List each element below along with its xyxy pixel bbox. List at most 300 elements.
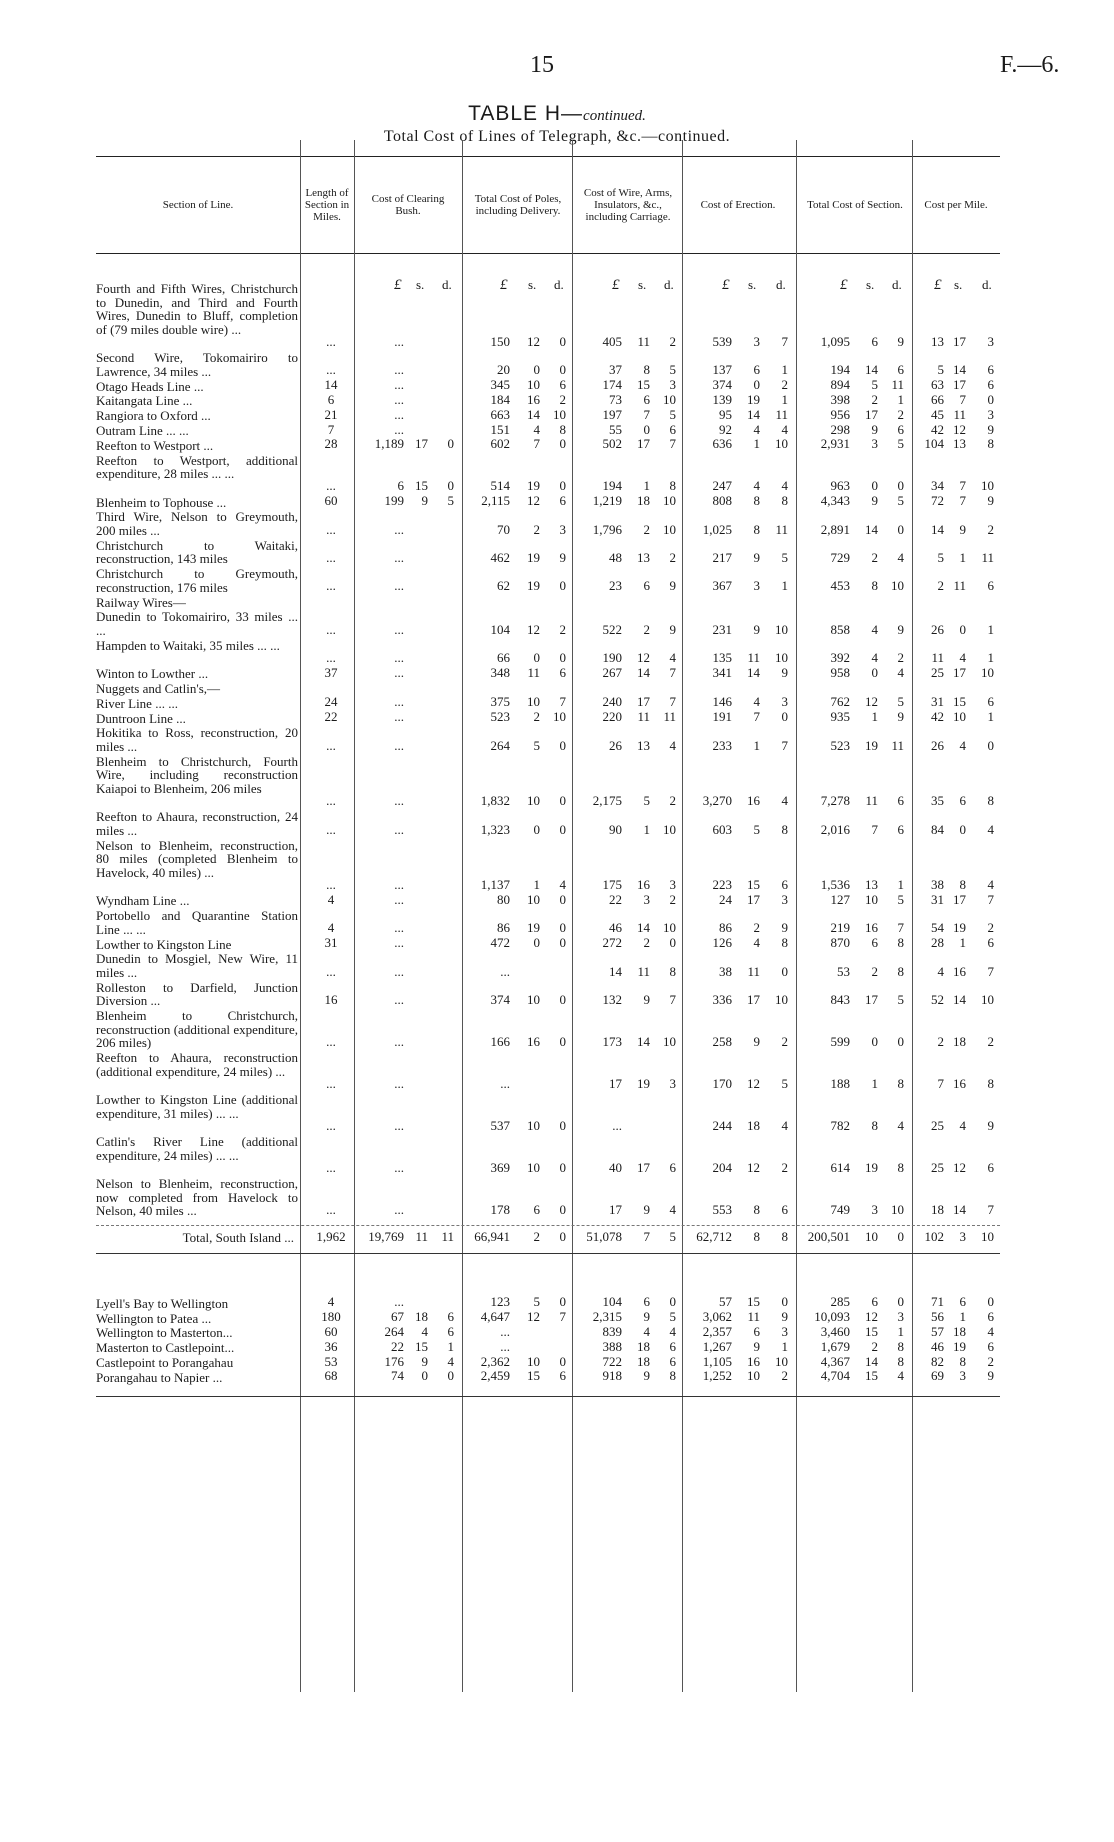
table-row <box>0 726 1114 753</box>
poles-pounds: 537 <box>490 1117 510 1133</box>
currency-pound-label: £ <box>722 277 730 293</box>
clearing-shillings: 9 <box>421 493 428 509</box>
total-shillings: 2 <box>871 549 878 565</box>
per-mile-pounds: 25 <box>931 1159 944 1175</box>
length-cell: 14 <box>324 377 338 393</box>
per-mile-shillings: 16 <box>953 1075 966 1091</box>
wire-pence: 10 <box>663 521 676 537</box>
poles-pence: 0 <box>559 991 566 1007</box>
table-row <box>0 610 1114 637</box>
erection-pounds: 1,025 <box>702 521 732 537</box>
poles-pounds: 150 <box>490 334 510 349</box>
total-shillings: 17 <box>865 406 878 422</box>
per-mile-shillings: 15 <box>953 694 966 710</box>
clearing-pence: 6 <box>447 1309 454 1325</box>
clearing-pounds: ... <box>394 821 404 837</box>
per-mile-pence: 2 <box>987 1033 994 1049</box>
per-mile-pence: 8 <box>987 793 994 809</box>
total-shillings: 4 <box>871 621 878 637</box>
wire-shillings: 7 <box>643 406 650 422</box>
erection-pounds: 92 <box>719 421 732 437</box>
length-cell: 21 <box>324 406 338 422</box>
wire-shillings: 9 <box>643 1368 650 1384</box>
length-cell: 60 <box>324 1323 338 1339</box>
wire-pence: 5 <box>669 1228 676 1244</box>
page-number: 15 <box>530 52 554 78</box>
total-pence: 11 <box>891 377 904 393</box>
per-mile-pence: 7 <box>987 1201 994 1217</box>
poles-pounds: 2,115 <box>481 493 510 509</box>
length-cell: ... <box>326 649 336 665</box>
total-pence: 2 <box>897 649 904 665</box>
section-name: Duntroon Line ... <box>96 710 186 726</box>
erection-pounds: 374 <box>712 377 732 393</box>
clearing-shillings: 11 <box>415 1228 428 1244</box>
total-pence: 10 <box>891 1201 904 1217</box>
section-name: Outram Line ... ... <box>96 423 189 438</box>
poles-pence: 7 <box>559 1309 566 1325</box>
wire-shillings: 3 <box>643 891 650 907</box>
currency-s-label: s. <box>866 277 875 292</box>
total-pence: 2 <box>897 406 904 422</box>
section-name: Christchurch to Greymouth, reconstruction, 176 miles <box>96 566 298 595</box>
wire-pence: 6 <box>669 1159 676 1175</box>
total-pence: 10 <box>891 578 904 594</box>
poles-shillings: 12 <box>527 334 540 349</box>
total-pounds: 894 <box>830 377 850 393</box>
per-mile-pounds: 28 <box>931 935 944 951</box>
per-mile-pence: 7 <box>987 963 994 979</box>
clearing-pounds: ... <box>394 377 404 393</box>
per-mile-pounds: 66 <box>931 391 944 407</box>
clearing-shillings: 18 <box>415 1309 428 1325</box>
poles-shillings: 19 <box>527 549 540 565</box>
wire-shillings: 6 <box>643 1294 650 1310</box>
wire-pounds: 220 <box>602 709 622 725</box>
currency-pound-label: £ <box>500 277 508 293</box>
per-mile-pence: 9 <box>987 493 994 509</box>
section-name: Christchurch to Waitaki, reconstruction, 143 miles <box>96 537 298 567</box>
total-shillings: 1 <box>871 709 878 725</box>
erection-pounds: 95 <box>719 406 732 422</box>
total-pence: 0 <box>897 1228 904 1244</box>
per-mile-pence: 0 <box>987 391 994 407</box>
wire-pounds: 2,175 <box>592 793 622 809</box>
clearing-pounds: ... <box>394 334 404 349</box>
per-mile-pounds: 18 <box>931 1201 944 1217</box>
currency-pound-label: £ <box>934 277 942 293</box>
table-row <box>0 755 1114 809</box>
per-mile-pence: 11 <box>981 549 994 565</box>
currency-d-label: d. <box>664 277 674 292</box>
section-name: Third Wire, Nelson to Greymouth, 200 miles ... <box>96 509 298 538</box>
per-mile-shillings: 17 <box>953 377 966 393</box>
currency-d-label: d. <box>892 277 902 292</box>
poles-shillings: 2 <box>533 521 540 537</box>
erection-shillings: 2 <box>753 920 760 936</box>
poles-shillings: 19 <box>527 920 540 936</box>
length-cell: 6 <box>327 391 335 407</box>
per-mile-pounds: 57 <box>931 1323 944 1339</box>
section-name: Dunedin to Mosgiel, New Wire, 11 miles ... <box>96 951 298 980</box>
per-mile-pounds: 26 <box>931 621 944 637</box>
section-name: Lyell's Bay to Wellington <box>96 1295 229 1311</box>
total-pounds: 956 <box>830 406 850 422</box>
total-shillings: 2 <box>871 391 878 407</box>
erection-shillings: 5 <box>753 821 760 837</box>
total-pence: 1 <box>897 391 904 407</box>
table-row <box>0 436 1114 453</box>
poles-pence: 8 <box>559 421 566 437</box>
length-cell: ... <box>326 737 336 753</box>
clearing-pounds: ... <box>394 694 404 710</box>
total-pence: 6 <box>897 362 904 378</box>
poles-pounds: 184 <box>490 391 510 407</box>
erection-pounds: 247 <box>712 478 732 494</box>
section-name: Second Wire, Tokomairiro to Lawrence, 34 miles ... <box>96 350 298 379</box>
erection-shillings: 3 <box>753 578 760 594</box>
wire-pence: 8 <box>669 963 676 979</box>
poles-shillings: 10 <box>527 991 540 1007</box>
wire-pounds: 26 <box>609 737 622 753</box>
erection-shillings: 8 <box>753 1201 760 1217</box>
section-name: Rangiora to Oxford ... <box>96 408 211 424</box>
poles-pounds: 1,832 <box>480 793 510 809</box>
total-shillings: 13 <box>865 877 878 893</box>
length-cell: ... <box>326 521 336 537</box>
total-pence: 6 <box>897 821 904 837</box>
total-pounds: 749 <box>830 1201 850 1217</box>
table-row <box>0 909 1114 936</box>
poles-pounds: 20 <box>497 362 510 378</box>
total-pounds: 10,093 <box>814 1309 850 1325</box>
clearing-pounds: 1,189 <box>374 436 404 452</box>
wire-pence: 0 <box>669 935 676 951</box>
poles-pounds: 374 <box>490 991 510 1007</box>
total-pounds: 4,704 <box>820 1368 850 1384</box>
poles-pounds: 166 <box>490 1033 510 1049</box>
per-mile-pence: 9 <box>987 421 994 437</box>
total-shillings: 12 <box>865 694 878 710</box>
wire-pence: 6 <box>669 421 676 437</box>
per-mile-pounds: 54 <box>931 920 944 936</box>
wire-pence: 2 <box>669 334 676 349</box>
wire-pence: 7 <box>669 694 676 710</box>
clearing-pounds: ... <box>394 891 404 907</box>
wire-pence: 4 <box>669 1323 676 1339</box>
erection-pence: 2 <box>781 1368 788 1384</box>
clearing-shillings: 15 <box>415 478 428 494</box>
table-row <box>0 510 1114 537</box>
per-mile-shillings: 4 <box>959 737 966 753</box>
poles-shillings: 16 <box>527 391 540 407</box>
erection-pounds: 146 <box>712 694 732 710</box>
wire-pounds: 388 <box>602 1338 622 1354</box>
poles-pounds: 151 <box>490 421 510 437</box>
per-mile-pounds: 34 <box>931 478 944 494</box>
erection-shillings: 10 <box>747 1368 760 1384</box>
per-mile-shillings: 1 <box>959 935 966 951</box>
wire-shillings: 11 <box>637 963 650 979</box>
per-mile-pence: 10 <box>981 991 994 1007</box>
poles-pence: 2 <box>559 391 566 407</box>
total-pounds: 1,095 <box>820 334 850 349</box>
table-row <box>0 1368 1114 1385</box>
wire-pounds: 22 <box>609 891 622 907</box>
wire-shillings: 14 <box>637 664 650 680</box>
erection-pence: 1 <box>781 362 788 378</box>
erection-pence: 10 <box>775 621 788 637</box>
table-row <box>0 981 1114 1008</box>
wire-pence: 6 <box>669 1353 676 1369</box>
length-cell: ... <box>326 1159 336 1175</box>
poles-pence: 0 <box>559 920 566 936</box>
length-cell: 53 <box>324 1353 338 1369</box>
total-pounds: 194 <box>830 362 850 378</box>
wire-shillings: 17 <box>637 436 650 452</box>
erection-pence: 9 <box>781 920 788 936</box>
total-pounds: 843 <box>830 991 850 1007</box>
poles-pounds: 66 <box>497 649 510 665</box>
per-mile-shillings: 7 <box>959 493 966 509</box>
wire-shillings: 4 <box>643 1323 650 1339</box>
erection-pounds: 217 <box>712 549 732 565</box>
erection-pence: 7 <box>781 737 788 753</box>
per-mile-shillings: 16 <box>953 963 966 979</box>
erection-pounds: 139 <box>712 391 732 407</box>
section-name: Dunedin to Tokomairiro, 33 miles ... ... <box>96 609 298 638</box>
clearing-pounds: 67 <box>391 1309 404 1325</box>
per-mile-pounds: 82 <box>931 1353 944 1369</box>
per-mile-pence: 10 <box>981 478 994 494</box>
currency-s-label: s. <box>638 277 647 292</box>
table-row <box>0 952 1114 979</box>
total-shillings: 7 <box>871 821 878 837</box>
poles-pence: 0 <box>559 436 566 452</box>
clearing-shillings: 17 <box>415 436 428 452</box>
total-shillings: 9 <box>871 421 878 437</box>
wire-pence: 4 <box>669 737 676 753</box>
currency-s-label: s. <box>528 277 537 292</box>
erection-shillings: 17 <box>747 991 760 1007</box>
section-name: River Line ... ... <box>96 695 178 711</box>
per-mile-pence: 9 <box>987 1117 994 1133</box>
wire-shillings: 2 <box>643 521 650 537</box>
poles-shillings: 10 <box>527 1353 540 1369</box>
total-shillings: 3 <box>871 1201 878 1217</box>
length-cell: ... <box>326 793 336 809</box>
total-pounds: 958 <box>830 664 850 680</box>
total-shillings: 1 <box>871 1075 878 1091</box>
total-pounds: 398 <box>830 391 850 407</box>
table-row <box>0 282 1114 350</box>
per-mile-shillings: 4 <box>959 649 966 665</box>
currency-s-label: s. <box>416 277 425 292</box>
per-mile-pence: 1 <box>987 709 994 725</box>
currency-pound-label: £ <box>840 277 848 293</box>
wire-pounds: 17 <box>609 1201 622 1217</box>
total-shillings: 19 <box>865 1159 878 1175</box>
per-mile-pounds: 25 <box>931 664 944 680</box>
table-row <box>0 1093 1114 1134</box>
erection-shillings: 11 <box>747 649 760 665</box>
per-mile-shillings: 7 <box>959 478 966 494</box>
clearing-pence: 1 <box>447 1338 454 1354</box>
total-pounds: 1,536 <box>820 877 850 893</box>
per-mile-pence: 10 <box>981 664 994 680</box>
total-shillings: 11 <box>865 793 878 809</box>
poles-shillings: 10 <box>527 891 540 907</box>
poles-pence: 0 <box>559 737 566 753</box>
wire-pounds: 48 <box>609 549 622 565</box>
poles-shillings: 11 <box>527 664 540 680</box>
section-name: Wellington to Masterton... <box>96 1325 233 1341</box>
total-pence: 8 <box>897 935 904 951</box>
poles-pounds: 514 <box>490 478 510 494</box>
erection-pounds: 367 <box>712 578 732 594</box>
wire-shillings: 9 <box>643 1201 650 1217</box>
erection-shillings: 16 <box>747 793 760 809</box>
wire-shillings: 17 <box>637 694 650 710</box>
per-mile-pence: 2 <box>987 920 994 936</box>
per-mile-pounds: 31 <box>931 694 944 710</box>
erection-pence: 7 <box>781 334 788 349</box>
erection-pence: 10 <box>775 436 788 452</box>
erection-pounds: 191 <box>712 709 732 725</box>
erection-pounds: 204 <box>712 1159 732 1175</box>
wire-pence: 9 <box>669 621 676 637</box>
per-mile-shillings: 8 <box>959 1353 966 1369</box>
clearing-pence: 4 <box>447 1353 454 1369</box>
per-mile-shillings: 1 <box>959 1309 966 1325</box>
wire-shillings: 0 <box>643 421 650 437</box>
total-pounds: 935 <box>830 709 850 725</box>
wire-pence: 3 <box>669 877 676 893</box>
per-mile-shillings: 6 <box>959 793 966 809</box>
per-mile-shillings: 17 <box>953 891 966 907</box>
erection-pounds: 258 <box>712 1033 732 1049</box>
poles-pounds: 66,941 <box>474 1228 510 1244</box>
section-name: Reefton to Ahaura, reconstruction (additional expenditure, 24 miles) ... <box>96 1050 298 1079</box>
total-pence: 0 <box>897 1294 904 1310</box>
per-mile-pounds: 56 <box>931 1309 944 1325</box>
wire-pence: 10 <box>663 391 676 407</box>
erection-pence: 6 <box>781 877 788 893</box>
poles-pence: 0 <box>559 649 566 665</box>
wire-shillings: 9 <box>643 991 650 1007</box>
wire-pounds: 918 <box>602 1368 622 1384</box>
per-mile-pounds: 14 <box>931 521 944 537</box>
total-pence: 9 <box>897 709 904 725</box>
erection-shillings: 19 <box>747 391 760 407</box>
erection-pence: 5 <box>781 1075 788 1091</box>
total-shillings: 6 <box>871 1294 878 1310</box>
per-mile-pence: 6 <box>987 377 994 393</box>
per-mile-pounds: 104 <box>924 436 944 452</box>
section-name: Winton to Lowther ... <box>96 666 209 682</box>
wire-shillings: 18 <box>637 493 650 509</box>
per-mile-pence: 1 <box>987 649 994 665</box>
total-pounds: 188 <box>830 1075 850 1091</box>
total-pence: 8 <box>897 1338 904 1354</box>
per-mile-pounds: 2 <box>937 1033 944 1049</box>
total-shillings: 8 <box>871 1117 878 1133</box>
per-mile-pence: 9 <box>987 1368 994 1384</box>
total-pence: 5 <box>897 493 904 509</box>
per-mile-shillings: 14 <box>953 362 966 378</box>
total-pounds: 4,343 <box>820 493 850 509</box>
wire-pounds: 73 <box>609 391 622 407</box>
erection-shillings: 3 <box>753 334 760 349</box>
wire-pence: 5 <box>669 362 676 378</box>
section-name: Railway Wires— <box>96 594 186 610</box>
clearing-pounds: ... <box>394 991 404 1007</box>
table-row <box>0 351 1114 378</box>
wire-shillings: 2 <box>643 621 650 637</box>
erection-pence: 11 <box>775 521 788 537</box>
total-shillings: 14 <box>865 521 878 537</box>
total-pence: 9 <box>897 334 904 349</box>
wire-pounds: 240 <box>602 694 622 710</box>
per-mile-shillings: 3 <box>959 1228 966 1244</box>
total-pounds: 2,016 <box>820 821 850 837</box>
poles-pounds: 264 <box>490 737 510 753</box>
wire-shillings: 11 <box>637 334 650 349</box>
table-title-main: TABLE H— <box>468 102 584 125</box>
table-row <box>0 682 1114 696</box>
clearing-pounds: ... <box>394 963 404 979</box>
total-shillings: 8 <box>871 578 878 594</box>
erection-pounds: 553 <box>712 1201 732 1217</box>
total-shillings: 4 <box>871 649 878 665</box>
per-mile-shillings: 17 <box>953 334 966 349</box>
per-mile-pounds: 63 <box>931 377 944 393</box>
clearing-pounds: ... <box>394 1033 404 1049</box>
header-length: Length of Section in Miles. <box>304 187 350 223</box>
length-cell: ... <box>326 621 336 637</box>
wire-pounds: 173 <box>602 1033 622 1049</box>
per-mile-pence: 0 <box>987 737 994 753</box>
wire-pence: 5 <box>669 406 676 422</box>
wire-pence: 2 <box>669 891 676 907</box>
clearing-pence: 0 <box>447 1368 454 1384</box>
erection-shillings: 8 <box>753 521 760 537</box>
clearing-shillings: 4 <box>421 1323 428 1339</box>
total-row <box>0 1228 1114 1246</box>
currency-pound-label: £ <box>394 277 402 293</box>
erection-pence: 5 <box>781 549 788 565</box>
erection-pence: 1 <box>781 391 788 407</box>
table-row <box>0 891 1114 909</box>
section-name: Nelson to Blenheim, reconstruction, 80 miles (completed Blenheim to Havelock, 40 miles) ... <box>96 837 298 880</box>
erection-shillings: 14 <box>747 406 760 422</box>
total-shillings: 2 <box>871 963 878 979</box>
wire-pence: 8 <box>669 478 676 494</box>
clearing-pounds: ... <box>394 935 404 951</box>
erection-pounds: 126 <box>712 935 732 951</box>
per-mile-shillings: 17 <box>953 664 966 680</box>
per-mile-shillings: 1 <box>959 549 966 565</box>
wire-pounds: 197 <box>602 406 622 422</box>
clearing-pounds: 19,769 <box>368 1228 404 1244</box>
poles-pence: 6 <box>559 1368 566 1384</box>
total-pounds: 392 <box>830 649 850 665</box>
table-row <box>0 1051 1114 1092</box>
wire-pounds: 405 <box>602 334 622 349</box>
wire-pence: 3 <box>669 1075 676 1091</box>
table-row <box>0 1177 1114 1218</box>
erection-pounds: 636 <box>712 436 732 452</box>
